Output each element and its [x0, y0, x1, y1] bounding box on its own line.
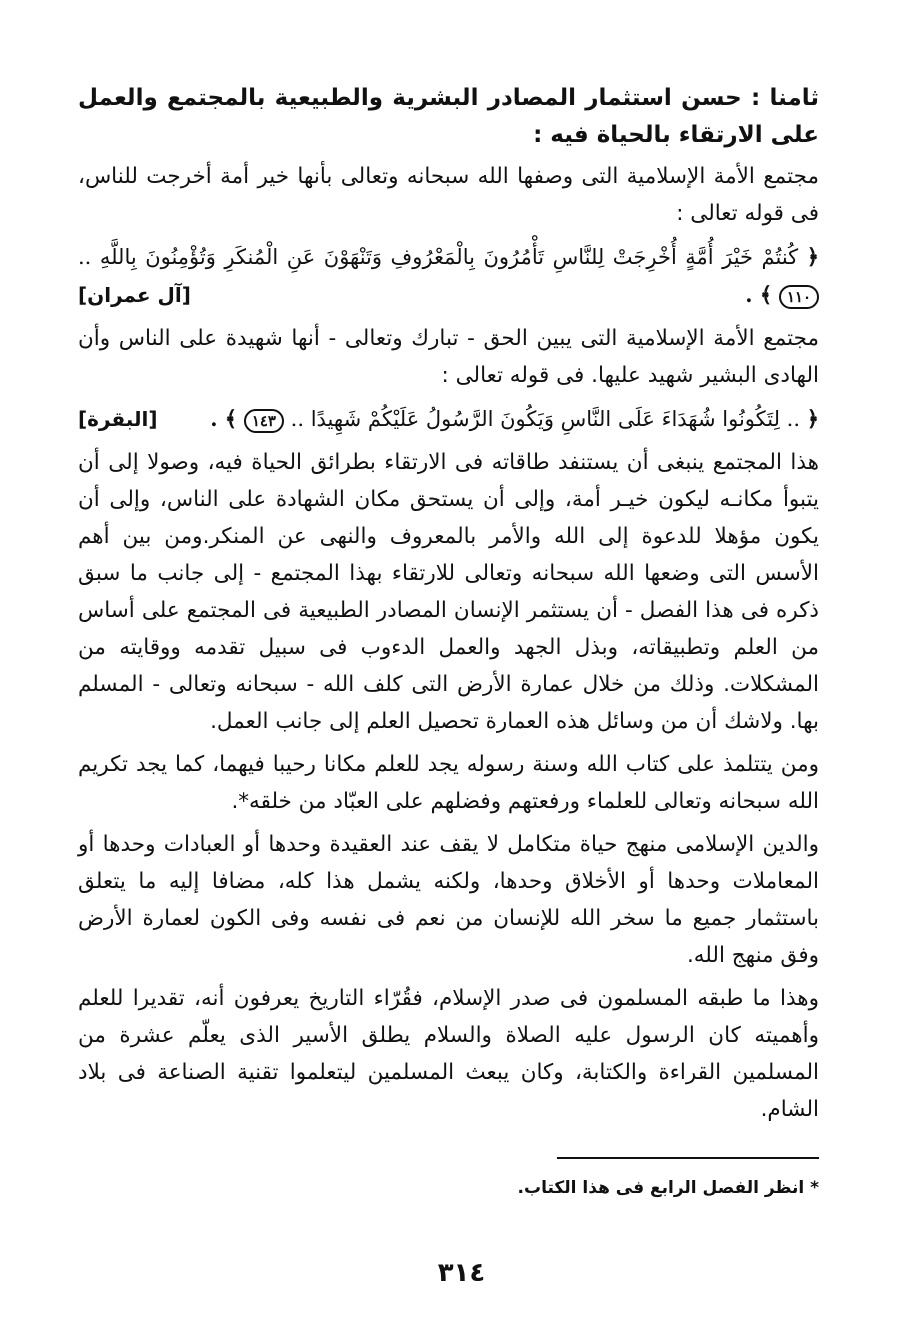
surah-reference: [البقرة]	[78, 407, 158, 431]
page-number: ٣١٤	[437, 1258, 486, 1288]
ayah-number-badge: ١٤٣	[244, 409, 284, 433]
verse-text: .. لِتَكُونُوا شُهَدَاءَ عَلَى النَّاسِ وَيَكُونَ الرَّسُولُ عَلَيْكُمْ شَهِيدًا ..	[290, 407, 800, 431]
paragraph-2: مجتمع الأمة الإسلامية التى يبين الحق - تبارك وتعالى - أنها شهيدة على الناس وأن الهادى البشير شهيد عليها. فى قوله تعالى :	[78, 326, 819, 388]
verse-close-bracket: ﴾ .	[210, 406, 238, 431]
quran-verse-2	[78, 400, 819, 438]
verse-close-bracket: ﴾ .	[745, 282, 773, 307]
paragraph-5: والدين الإسلامى منهج حياة متكامل لا يقف عند العقيدة وحدها أو العبادات وحدها أو المعاملات وحدها أو الأخلاق وحدها، ولكنه يشمل هذا كله، مضافا إليه ما يتعلق باستثمار جميع ما سخر الله للإنسان من نعم فى نفسه وفى الكون لعمارة الأرض وفق منهج الله.	[78, 832, 819, 968]
paragraph-4: ومن يتتلمذ على كتاب الله وسنة رسوله يجد للعلم مكانا رحيبا فيهما، كما يجد تكريم الله سبحانه وتعالى للعلماء ورفعتهم وفضلهم على العبّاد من خلقه*.	[78, 752, 819, 814]
quran-verse-1	[78, 238, 819, 314]
paragraph-1: مجتمع الأمة الإسلامية التى وصفها الله سبحانه وتعالى بأنها خير أمة أخرجت للناس، فى قوله تعالى :	[78, 164, 819, 226]
paragraph-6: وهذا ما طبقه المسلمون فى صدر الإسلام، فقُرّاء التاريخ يعرفون أنه، تقديرا للعلم وأهميته كان الرسول عليه الصلاة والسلام يطلق الأسير الذى يعلّم عشرة من المسلمين القراءة والكتابة، وكان يبعث المسلمين ليتعلموا تقنية الصناعة فى بلاد الشام.	[78, 986, 819, 1122]
ayah-number-badge: ١١٠	[779, 285, 819, 309]
footnote-divider	[557, 1157, 819, 1159]
footnote: * انظر الفصل الرابع فى هذا الكتاب.	[517, 1178, 819, 1198]
page-body	[78, 80, 819, 1134]
paragraph-3: هذا المجتمع ينبغى أن يستنفد طاقاته فى الارتقاء بطرائق الحياة فيه، وصولا إلى أن يتبوأ مكانـه ليكون خيـر أمة، وإلى أن يستحق مكان الشهادة على الناس، وإلى أن يكون مؤهلا للدعوة إلى الله والأمر بالمعروف والنهى عن المنكر.ومن بين أهم الأسس التى وضعها الله سبحانه وتعالى للارتقاء بهذا المجتمع - إلى جانب ما سبق ذكره فى هذا الفصل - أن يستثمر الإنسان المصادر الطبيعية فى المجتمع على أساس من العلم وتطبيقاته، وبذل الجهد والعمل الدءوب فى سبيل تقدمه ووقايته من المشكلات. وذلك من خلال عمارة الأرض التى كلف الله - سبحانه وتعالى - المسلم بها. ولاشك أن من وسائل هذه العمارة تحصيل العلم إلى جانب العمل.	[78, 450, 819, 734]
section-heading: ثامنا : حسن استثمار المصادر البشرية والطبيعية بالمجتمع والعمل على الارتقاء بالحياة فيه :	[78, 85, 819, 148]
surah-reference: [آل عمران]	[78, 283, 191, 307]
verse-open-bracket: ﴿	[806, 406, 819, 431]
verse-open-bracket: ﴿	[806, 244, 819, 269]
verse-text: كُنتُمْ خَيْرَ أُمَّةٍ أُخْرِجَتْ لِلنَّاسِ تَأْمُرُونَ بِالْمَعْرُوفِ وَتَنْهَوْنَ عَنِ الْمُنكَرِ وَتُؤْمِنُونَ بِاللَّهِ ..	[78, 245, 799, 269]
